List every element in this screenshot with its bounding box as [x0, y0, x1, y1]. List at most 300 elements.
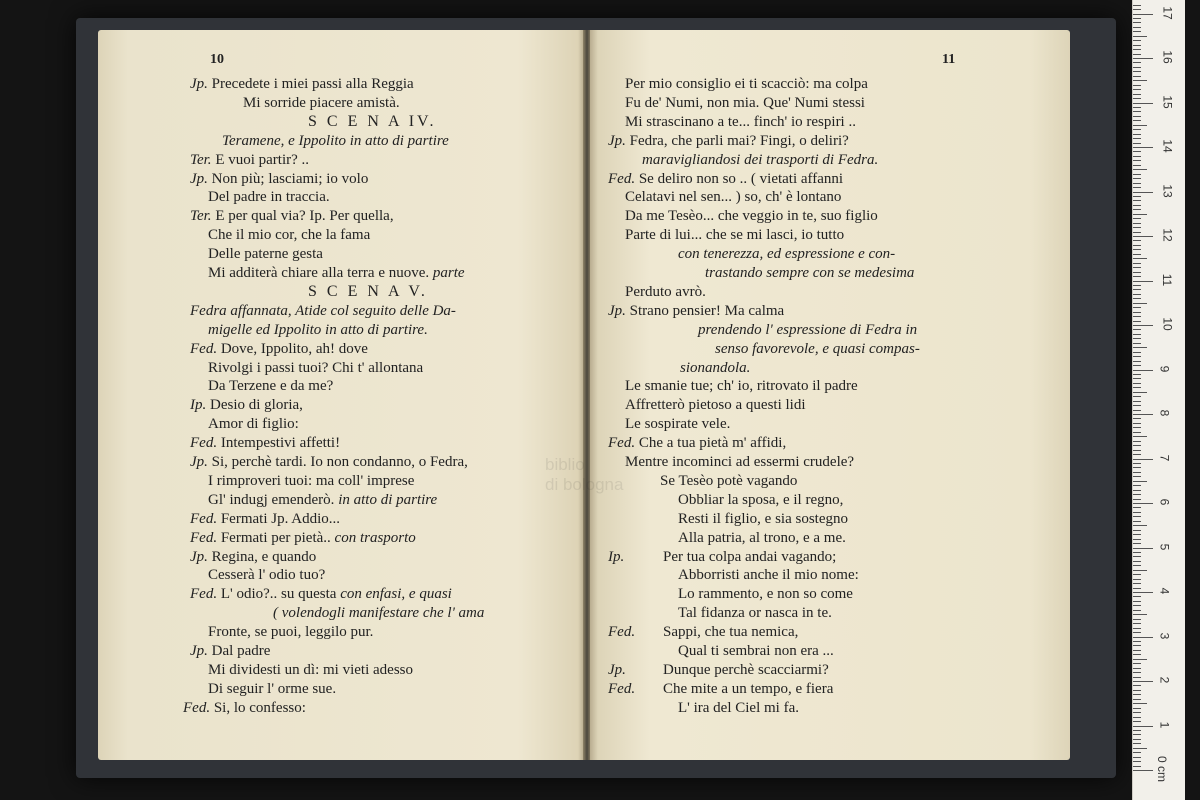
left-text-line: [208, 661, 413, 679]
ruler-tick: [1133, 276, 1141, 277]
ruler-tick: [1133, 641, 1141, 642]
ruler-tick: [1133, 361, 1141, 362]
ruler-tick: [1133, 352, 1141, 353]
speaker-label: Jp.: [190, 170, 212, 187]
ruler-tick: [1133, 307, 1141, 308]
verse-text: Lo rammento, e non so come: [678, 586, 853, 603]
ruler-tick: [1133, 27, 1141, 28]
right-text-line: [625, 94, 865, 112]
verse-text: Si, perchè tardi. Io non condanno, o Fedra,: [211, 454, 468, 470]
left-text-line: [208, 377, 333, 395]
verse-text: con tenerezza, ed espressione e con-: [678, 246, 896, 263]
ruler-tick: [1133, 690, 1141, 691]
verse-text: Perduto avrò.: [625, 283, 706, 300]
verse-text: Per mio consiglio ei ti scacciò: ma colpa: [625, 76, 868, 92]
right-text-line: [678, 491, 843, 509]
verse-text: maravigliandosi dei trasporti di Fedra.: [642, 151, 879, 168]
ruler-tick: [1133, 423, 1141, 424]
ruler-tick: [1133, 739, 1141, 740]
ruler-tick: [1133, 209, 1141, 210]
right-page: [590, 30, 1070, 760]
left-page: [98, 30, 584, 760]
verse-text: Dove, Ippolito, ah! dove: [220, 340, 368, 357]
verse-text: Fu de' Numi, non mia. Que' Numi stessi: [625, 94, 865, 111]
speaker-label: Fed.: [190, 510, 221, 527]
verse-text: Affretterò pietoso a questi lidi: [625, 397, 806, 414]
verse-text: Per tua colpa andai vagando;: [663, 548, 837, 565]
left-text-line: [190, 340, 368, 358]
left-text-line: [190, 548, 316, 566]
ruler-tick: [1133, 281, 1153, 282]
ruler-tick: [1133, 67, 1141, 68]
ruler-tick: [1133, 610, 1141, 611]
ruler-tick: [1133, 129, 1141, 130]
ruler-tick: [1133, 766, 1141, 767]
ruler-tick: [1133, 334, 1141, 335]
ruler-tick: [1133, 370, 1153, 371]
verse-text: S C E N A IV.: [308, 112, 437, 130]
ruler-tick: [1133, 499, 1141, 500]
ruler-tick: [1133, 579, 1141, 580]
verse-text: Alla patria, al trono, e a me.: [678, 529, 846, 546]
verse-text: Che il mio cor, che la fama: [208, 227, 371, 244]
ruler-tick: [1133, 681, 1153, 682]
right-text-line: [608, 661, 829, 679]
left-text-line: [190, 434, 340, 452]
ruler-tick: [1133, 76, 1141, 77]
ruler-tick: [1133, 525, 1147, 526]
verse-text: Di seguir l' orme sue.: [208, 680, 337, 697]
right-text-line: [625, 75, 868, 93]
verse-text: Mi sorride piacere amistà.: [243, 94, 400, 111]
left-text-line: [190, 396, 303, 414]
speaker-label: Fed.: [608, 624, 636, 641]
left-text-line: [190, 529, 416, 547]
ruler-tick: [1133, 298, 1141, 299]
speaker-label: Jp.: [608, 132, 630, 149]
ruler-tick: [1133, 192, 1153, 193]
verse-text: Fermati Jp. Addio...: [220, 510, 340, 527]
ruler-tick: [1133, 539, 1141, 540]
ruler-tick: [1133, 708, 1141, 709]
ruler-tick: [1133, 619, 1141, 620]
ruler-tick: [1133, 637, 1153, 638]
ruler-tick: [1133, 31, 1141, 32]
ruler-tick: [1133, 245, 1141, 246]
left-text-line: [208, 623, 373, 641]
right-text-line: [678, 566, 859, 584]
ruler-tick: [1133, 481, 1147, 482]
ruler-tick: [1133, 196, 1141, 197]
ruler-tick: [1133, 672, 1141, 673]
ruler-tick: [1133, 530, 1141, 531]
right-text-line: [608, 680, 833, 698]
ruler-tick: [1133, 703, 1147, 704]
ruler-tick: [1133, 187, 1141, 188]
ruler-tick: [1133, 378, 1141, 379]
ruler-tick: [1133, 325, 1153, 326]
verse-text: Mi dividesti un dì: mi vieti adesso: [208, 661, 413, 678]
ruler-label: 0 cm: [1155, 755, 1170, 783]
verse-text: Mentre incominci ad essermi crudele?: [625, 454, 855, 470]
ruler-label: 15: [1160, 94, 1175, 109]
verse-text: Rivolgi i passi tuoi? Chi t' allontana: [208, 359, 424, 376]
ruler-tick: [1133, 347, 1147, 348]
verse-text: Dunque perchè scacciarmi?: [663, 661, 829, 678]
left-text-line: [190, 151, 309, 169]
left-text-line: [243, 94, 400, 112]
right-text-line: [678, 510, 848, 528]
left-text-line: [190, 302, 456, 320]
right-text-line: [625, 377, 858, 395]
ruler-tick: [1133, 410, 1141, 411]
ruler-tick: [1133, 459, 1153, 460]
ruler-label: 6: [1157, 498, 1172, 506]
ruler-tick: [1133, 85, 1141, 86]
verse-text: Le sospirate vele.: [625, 416, 731, 433]
speaker-label: Jp.: [608, 661, 626, 678]
verse-text: Mi strascinano a te... finch' io respiri ..: [625, 113, 856, 130]
ruler-tick: [1133, 200, 1141, 201]
ruler-tick: [1133, 254, 1141, 255]
ruler-tick: [1133, 663, 1141, 664]
verse-text: Qual ti sembrai non era ...: [678, 643, 834, 659]
ruler-tick: [1133, 321, 1141, 322]
speaker-label: Ip.: [190, 397, 210, 414]
ruler-tick: [1133, 303, 1147, 304]
verse-text: senso favorevole, e quasi compas-: [715, 340, 920, 357]
right-text-line: [625, 226, 844, 244]
ruler-tick: [1133, 427, 1141, 428]
ruler-tick: [1133, 645, 1141, 646]
ruler-tick: [1133, 472, 1141, 473]
verse-text: E vuoi partir? ..: [215, 151, 310, 168]
stage-direction: con trasporto: [330, 529, 416, 546]
ruler-label: 10: [1160, 317, 1175, 331]
ruler-tick: [1133, 289, 1141, 290]
verse-text: Parte di lui... che se mi lasci, io tutto: [625, 227, 845, 244]
speaker-label: Fed.: [190, 435, 221, 452]
verse-text: Fronte, se puoi, leggilo pur.: [208, 624, 374, 641]
verse-text: Strano pensier! Ma calma: [629, 302, 785, 319]
verse-text: Intempestivi affetti!: [220, 435, 341, 452]
verse-text: L' odio?.. su questa: [220, 586, 337, 603]
ruler-tick: [1133, 418, 1141, 419]
speaker-label: Fed.: [608, 170, 639, 187]
verse-text: Non più; lasciami; io volo: [211, 170, 369, 187]
ruler-tick: [1133, 583, 1141, 584]
ruler-tick: [1133, 267, 1141, 268]
ruler-tick: [1133, 743, 1141, 744]
ruler-tick: [1133, 574, 1141, 575]
ruler-tick: [1133, 516, 1141, 517]
ruler-tick: [1133, 761, 1141, 762]
left-text-line: [208, 245, 323, 263]
verse-text: Delle paterne gesta: [208, 246, 323, 263]
ruler-tick: [1133, 138, 1141, 139]
ruler-tick: [1133, 561, 1141, 562]
right-text-line: [625, 453, 854, 471]
ruler-tick: [1133, 668, 1141, 669]
ruler-tick: [1133, 699, 1141, 700]
ruler-label: 1: [1157, 721, 1172, 728]
ruler-tick: [1133, 263, 1141, 264]
right-text-line: [608, 132, 849, 150]
verse-text: Gl' indugj emenderò.: [208, 491, 335, 508]
ruler-tick: [1133, 570, 1147, 571]
ruler-tick: [1133, 98, 1141, 99]
verse-text: sionandola.: [680, 359, 751, 376]
ruler-label: 4: [1157, 587, 1172, 595]
speaker-label: Fed.: [608, 680, 636, 697]
left-text-line: [208, 472, 414, 490]
ruler-tick: [1133, 730, 1141, 731]
right-text-line: [678, 245, 895, 263]
right-text-line: [608, 623, 798, 641]
right-text-line: [625, 188, 841, 206]
ruler-tick: [1133, 588, 1141, 589]
right-text-line: [678, 585, 853, 603]
ruler-tick: [1133, 445, 1141, 446]
ruler-label: 13: [1160, 183, 1175, 198]
right-text-line: [678, 699, 799, 717]
ruler-tick: [1133, 183, 1141, 184]
ruler-tick: [1133, 450, 1141, 451]
speaker-label: Ip.: [608, 548, 625, 565]
ruler-tick: [1133, 596, 1141, 597]
left-text-line: [222, 132, 449, 150]
ruler-tick: [1133, 343, 1141, 344]
ruler-tick: [1133, 752, 1141, 753]
ruler-tick: [1133, 214, 1147, 215]
right-page-number: 11: [942, 52, 956, 67]
ruler-tick: [1133, 151, 1141, 152]
ruler-label: 16: [1160, 50, 1175, 64]
left-text-line: [308, 113, 437, 131]
ruler-tick: [1133, 285, 1141, 286]
ruler-tick: [1133, 392, 1147, 393]
speaker-label: Fed.: [190, 529, 221, 546]
speaker-label: Jp.: [190, 548, 212, 565]
verse-text: Obbliar la sposa, e il regno,: [678, 491, 844, 508]
ruler-tick: [1133, 80, 1147, 81]
speaker-label: Jp.: [608, 302, 630, 319]
ruler-tick: [1133, 548, 1153, 549]
ruler-tick: [1133, 748, 1147, 749]
verse-text: Che a tua pietà m' affidi,: [638, 435, 787, 452]
verse-text: Celatavi nel sen... ) so, ch' è lontano: [625, 189, 842, 206]
right-text-line: [678, 642, 834, 660]
ruler-label: 11: [1160, 273, 1175, 286]
verse-text: Teramene, e Ippolito in atto di partire: [222, 132, 449, 149]
ruler-tick: [1133, 396, 1141, 397]
ruler-tick: [1133, 628, 1141, 629]
speaker-label: Fed.: [190, 340, 221, 357]
ruler-tick: [1133, 383, 1141, 384]
ruler-label: 12: [1160, 228, 1175, 242]
ruler-label: 14: [1160, 139, 1175, 153]
ruler-tick: [1133, 503, 1153, 504]
ruler-tick: [1133, 507, 1141, 508]
measuring-ruler: [1132, 0, 1185, 800]
verse-text: Cesserà l' odio tuo?: [208, 567, 326, 584]
ruler-tick: [1133, 143, 1141, 144]
ruler-tick: [1133, 552, 1141, 553]
left-text-line: [190, 170, 368, 188]
ruler-tick: [1133, 272, 1141, 273]
ruler-label: 7: [1157, 454, 1172, 461]
left-text-line: [190, 75, 414, 93]
ruler-tick: [1133, 623, 1141, 624]
ruler-tick: [1133, 338, 1141, 339]
ruler-label: 5: [1157, 543, 1172, 550]
ruler-tick: [1133, 632, 1141, 633]
ruler-tick: [1133, 436, 1147, 437]
ruler-tick: [1133, 512, 1141, 513]
ruler-tick: [1133, 236, 1153, 237]
stage-direction: in atto di partire: [334, 491, 438, 508]
left-text-line: [208, 321, 428, 339]
ruler-tick: [1133, 116, 1141, 117]
ruler-tick: [1133, 677, 1141, 678]
ruler-tick: [1133, 712, 1141, 713]
verse-text: Se deliro non so .. ( vietati affanni: [638, 170, 844, 187]
right-text-line: [642, 151, 878, 169]
ruler-tick: [1133, 240, 1141, 241]
ruler-tick: [1133, 227, 1141, 228]
ruler-tick: [1133, 223, 1141, 224]
ruler-tick: [1133, 659, 1147, 660]
ruler-tick: [1133, 401, 1141, 402]
ruler-tick: [1133, 463, 1141, 464]
speaker-label: Fed.: [190, 586, 221, 603]
speaker-label: Jp.: [190, 76, 212, 92]
ruler-tick: [1133, 232, 1141, 233]
speaker-label: Ter.: [190, 208, 216, 225]
verse-text: Da Terzene e da me?: [208, 378, 334, 395]
ruler-tick: [1133, 654, 1141, 655]
ruler-tick: [1133, 490, 1141, 491]
ruler-tick: [1133, 178, 1141, 179]
ruler-tick: [1133, 685, 1141, 686]
left-text-line: [208, 188, 330, 206]
right-text-line: [608, 548, 836, 566]
verse-text: E per qual via? Ip. Per quella,: [215, 208, 394, 225]
verse-text: Tal fidanza or nasca in te.: [678, 605, 832, 622]
left-text-line: [190, 207, 394, 225]
ruler-tick: [1133, 165, 1141, 166]
left-text-line: [190, 453, 468, 471]
ruler-tick: [1133, 494, 1141, 495]
ruler-tick: [1133, 58, 1153, 59]
ruler-tick: [1133, 62, 1141, 63]
right-text-line: [625, 113, 856, 131]
ruler-tick: [1133, 71, 1141, 72]
ruler-tick: [1133, 107, 1141, 108]
ruler-tick: [1133, 414, 1153, 415]
verse-text: Del padre in traccia.: [208, 189, 330, 206]
ruler-tick: [1133, 601, 1141, 602]
verse-text: Si, lo confesso:: [213, 699, 306, 716]
verse-text: trastando sempre con se medesima: [705, 265, 915, 281]
verse-text: Se Tesèo potè vagando: [660, 472, 798, 489]
ruler-tick: [1133, 160, 1141, 161]
ruler-tick: [1133, 721, 1141, 722]
left-page-number: 10: [210, 52, 224, 67]
ruler-tick: [1133, 770, 1153, 771]
ruler-tick: [1133, 312, 1141, 313]
left-text-line: [190, 585, 452, 603]
right-text-line: [698, 321, 917, 339]
ruler-tick: [1133, 365, 1141, 366]
left-text-line: [273, 604, 484, 622]
ruler-tick: [1133, 614, 1147, 615]
ruler-tick: [1133, 169, 1147, 170]
ruler-tick: [1133, 387, 1141, 388]
speaker-label: Fed.: [183, 699, 214, 716]
ruler-tick: [1133, 467, 1141, 468]
ruler-tick: [1133, 40, 1141, 41]
ruler-tick: [1133, 174, 1141, 175]
ruler-label: 3: [1157, 632, 1172, 639]
ruler-tick: [1133, 543, 1141, 544]
verse-text: Desio di gloria,: [210, 397, 303, 414]
right-text-line: [625, 207, 878, 225]
right-text-line: [678, 529, 846, 547]
left-text-line: [308, 283, 428, 301]
verse-text: Regina, e quando: [211, 548, 317, 565]
ruler-tick: [1133, 565, 1141, 566]
right-text-line: [625, 283, 706, 301]
ruler-tick: [1133, 329, 1141, 330]
ruler-tick: [1133, 103, 1153, 104]
ruler-tick: [1133, 14, 1153, 15]
left-text-line: [208, 264, 465, 282]
ruler-tick: [1133, 111, 1141, 112]
ruler-tick: [1133, 316, 1141, 317]
ruler-tick: [1133, 49, 1141, 50]
speaker-label: Jp.: [190, 643, 212, 659]
ruler-tick: [1133, 18, 1141, 19]
right-text-line: [678, 604, 832, 622]
ruler-tick: [1133, 249, 1141, 250]
ruler-tick: [1133, 94, 1141, 95]
ruler-tick: [1133, 556, 1141, 557]
verse-text: Fedra affannata, Atide col seguito delle Da-: [190, 302, 456, 319]
ruler-tick: [1133, 454, 1141, 455]
ruler-tick: [1133, 717, 1141, 718]
verse-text: S C E N A V.: [308, 282, 428, 300]
speaker-label: Ter.: [190, 151, 216, 168]
stage-direction: con enfasi, e quasi: [336, 586, 452, 603]
left-text-line: [208, 566, 325, 584]
verse-text: L' ira del Ciel mi fa.: [678, 699, 799, 716]
ruler-tick: [1133, 89, 1141, 90]
verse-text: migelle ed Ippolito in atto di partire.: [208, 321, 428, 338]
ruler-tick: [1133, 134, 1141, 135]
left-text-line: [208, 415, 299, 433]
left-text-line: [183, 699, 306, 717]
ruler-tick: [1133, 592, 1153, 593]
verse-text: Amor di figlio:: [208, 416, 299, 433]
ruler-tick: [1133, 258, 1147, 259]
verse-text: Sappi, che tua nemica,: [663, 624, 799, 641]
stage-direction: parte: [429, 265, 465, 281]
right-text-line: [608, 302, 784, 320]
ruler-label: 2: [1157, 676, 1172, 684]
ruler-tick: [1133, 405, 1141, 406]
right-text-line: [715, 340, 920, 358]
